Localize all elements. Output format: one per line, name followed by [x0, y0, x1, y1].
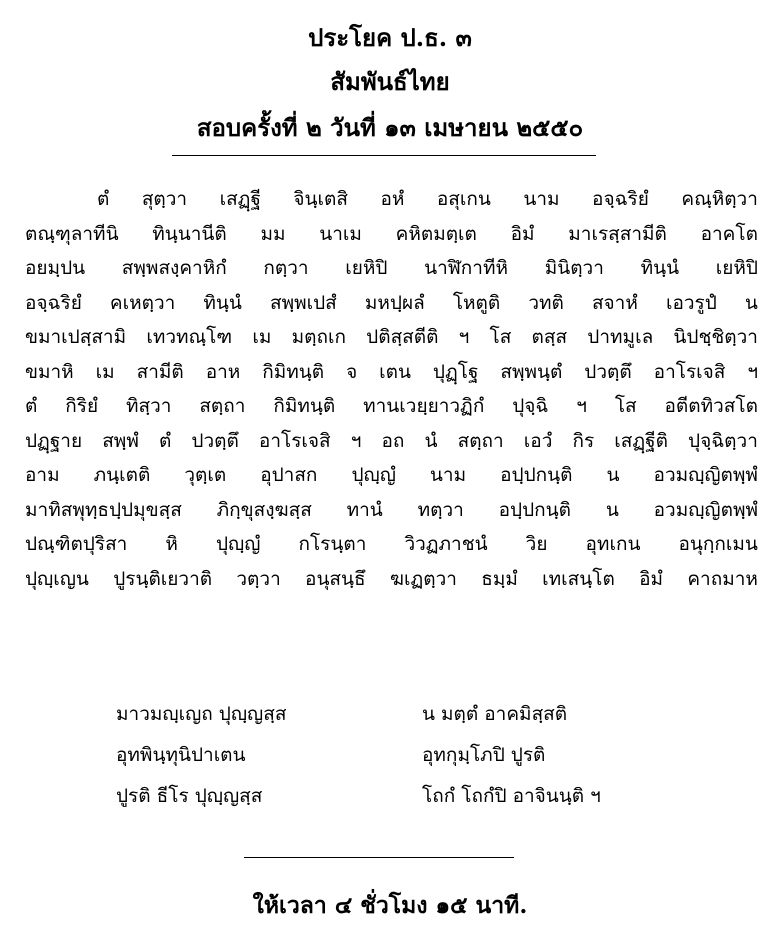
passage-word: กตฺวา: [263, 257, 309, 279]
passage-word: เอวรูปํ: [665, 291, 717, 314]
passage-word: กิร: [572, 429, 595, 452]
passage-word: จ: [346, 360, 358, 383]
passage-word: น: [605, 498, 619, 521]
passage-word: เม: [252, 326, 272, 348]
passage-word: น: [744, 291, 758, 314]
passage-word: เทวทณฺโฑ: [146, 326, 233, 348]
passage-word: อาคโต: [700, 222, 758, 245]
passage-word: เตน: [379, 360, 411, 383]
passage-word: สพฺพํ: [102, 429, 139, 452]
passage-word: เสฏฺฐีติ: [614, 429, 668, 452]
passage-word: ทิสฺวา: [125, 395, 172, 417]
verse-right-half: น มตฺตํ อาคมิสฺสติ: [422, 703, 568, 725]
passage-word: ตํ: [25, 395, 38, 417]
passage-word: อนุสนฺธึ: [305, 567, 366, 590]
passage-word: ทานํ: [346, 498, 383, 521]
passage-word: มาเรสฺสามีติ: [568, 222, 667, 245]
passage-word: อจฺฉริยํ: [25, 291, 82, 314]
passage-word: วทติ: [528, 291, 564, 314]
passage-word: ธมฺมํ: [481, 567, 518, 590]
passage-word: ปุจฺฉิตฺวา: [688, 429, 758, 452]
passage-word: ปาทมูเล: [587, 326, 654, 348]
passage-word: เอวํ: [523, 429, 553, 452]
verse-row: [0, 776, 780, 817]
passage-word: อหํ: [380, 188, 405, 210]
passage-word: น: [606, 464, 620, 486]
passage-word: คาถมาห: [687, 567, 758, 590]
passage-word: เทเสนฺโต: [542, 567, 615, 590]
passage-word: โส: [489, 326, 512, 348]
passage-word: วิย: [525, 533, 548, 555]
passage-word: สจาหํ: [591, 291, 638, 314]
passage-word: ปวตฺตึ: [584, 360, 632, 383]
passage-word: ทตฺวา: [417, 498, 464, 521]
passage-word: อปฺปกนฺติ: [498, 498, 571, 521]
passage-word: เสฏฺฐี: [219, 188, 261, 210]
passage-line: [25, 320, 758, 355]
passage-word: อาม: [25, 464, 60, 486]
exam-date: สอบครั้งที่ ๒ วันที่ ๑๓ เมษายน ๒๕๕๐: [196, 113, 584, 142]
passage-word: มาทิสพุทฺธปฺปมุขสฺส: [25, 498, 182, 521]
passage-word: ภิกฺขุสงฺฆสฺส: [216, 498, 312, 521]
passage-word: เม: [95, 360, 115, 383]
passage-line: [25, 217, 758, 252]
passage-word: กิมิทนฺติ: [273, 395, 336, 417]
passage-word: จินฺเตสิ: [293, 188, 348, 210]
passage-word: เยหิปิ: [715, 257, 758, 279]
passage-word: ปฏฺฐาย: [25, 429, 83, 452]
passage-word: ตํ: [97, 188, 110, 210]
passage-word: อตีตทิวสโต: [664, 395, 758, 417]
verse-row: [0, 694, 780, 735]
passage-word: คหิตมตฺเต: [395, 222, 477, 245]
passage-word: ทินฺนานีติ: [152, 222, 227, 245]
passage-word: คณฺหิตฺวา: [681, 188, 758, 210]
passage-word: มตฺถเก: [291, 326, 346, 348]
passage-word: นิปชฺชิตฺวา: [673, 326, 758, 348]
passage-word: วุตฺเต: [184, 464, 227, 486]
passage-word: อาโรเจสิ: [653, 360, 726, 383]
passage-word: สพฺพนฺตํ: [500, 360, 563, 383]
passage-word: นํ: [424, 429, 438, 452]
passage-word: อถ: [381, 429, 405, 452]
passage-word: อสุเกน: [436, 188, 491, 210]
passage-line: [25, 286, 758, 321]
passage-line: [25, 251, 758, 286]
verse-left-half: มาวมญฺเญถ ปุญฺญสฺส: [116, 703, 287, 725]
passage-word: อจฺฉริยํ: [592, 188, 649, 210]
passage-word: มินิตฺวา: [544, 257, 604, 279]
passage-word: นาม: [523, 188, 560, 210]
passage-word: ฯ: [458, 326, 470, 348]
passage-word: ปณฺฑิตปุริสา: [25, 533, 128, 555]
passage-word: เยหิปิ: [345, 257, 388, 279]
passage-word: หิ: [165, 533, 178, 555]
passage-word: อุทเกน: [585, 533, 641, 555]
passage-word: ปวตฺตึ: [191, 429, 239, 452]
verse: [0, 694, 780, 817]
passage-word: มหปฺผลํ: [364, 291, 425, 314]
passage-word: อวมญฺญิตพฺพํ: [653, 464, 758, 486]
passage-word: สตฺถา: [457, 429, 504, 452]
passage-word: อิมํ: [639, 567, 664, 590]
passage-word: ปุฏฺโฐ: [432, 360, 479, 383]
passage-word: ฯ: [747, 360, 758, 383]
passage-word: ปุญฺญํ: [351, 464, 396, 486]
passage-word: อวมญฺญิตพฺพํ: [653, 498, 758, 521]
passage-word: นาฬิกาทีหิ: [424, 257, 509, 279]
passage-word: กิริยํ: [65, 395, 99, 417]
passage-word: มม: [260, 222, 286, 245]
exam-subject: สัมพันธ์ไทย: [330, 67, 450, 96]
passage-line: [25, 182, 758, 217]
passage-line: [25, 493, 758, 528]
passage-line: [25, 389, 758, 424]
passage-word: โส: [614, 395, 637, 417]
verse-left-half: ปูรติ ธีโร ปุญฺญสฺส: [116, 785, 263, 807]
passage-word: ฯ: [576, 395, 587, 417]
passage: [25, 182, 758, 596]
passage-word: ตํ: [158, 429, 172, 452]
passage-word: สพฺพสงฺคาหิกํ: [121, 257, 227, 279]
passage-word: ทินฺนํ: [203, 291, 242, 314]
time-allotted: ให้เวลา ๔ ชั่วโมง ๑๕ นาที.: [252, 892, 528, 919]
passage-word: ขมาเปสฺสามิ: [25, 326, 127, 348]
passage-word: โหตูติ: [452, 291, 501, 314]
verse-left-half: อุทพินฺทุนิปาเตน: [116, 744, 246, 766]
passage-word: ฯ: [350, 429, 362, 452]
passage-word: ปุญฺเญน: [25, 567, 89, 590]
header-divider: [172, 155, 596, 156]
passage-word: สตฺถา: [199, 395, 246, 417]
passage-line: [25, 355, 758, 390]
passage-word: สามีติ: [136, 360, 184, 383]
passage-word: วิวฏภาชนํ: [404, 533, 488, 555]
passage-line: [25, 458, 758, 493]
footer-divider: [244, 857, 514, 858]
verse-right-half: โถกํ โถกํปิ อาจินนฺติ ฯ: [422, 785, 601, 807]
passage-word: ตสฺส: [531, 326, 568, 348]
passage-word: ภนฺเตติ: [93, 464, 151, 486]
passage-line: [25, 527, 758, 562]
passage-word: อาห: [205, 360, 241, 383]
passage-line: [25, 424, 758, 459]
exam-title: ประโยค ป.ธ. ๓: [308, 23, 472, 52]
passage-word: อปฺปกนฺติ: [500, 464, 573, 486]
passage-word: อุปาสก: [260, 464, 318, 486]
passage-word: สพฺพเปสํ: [269, 291, 337, 314]
passage-word: นาเม: [319, 222, 362, 245]
passage-word: นาม: [429, 464, 467, 486]
passage-word: สุตฺวา: [141, 188, 188, 210]
passage-word: กิมิทนฺติ: [262, 360, 325, 383]
passage-word: วตฺวา: [236, 567, 281, 590]
passage-word: ฆเฏตฺวา: [389, 567, 457, 590]
passage-word: ทินฺนํ: [640, 257, 680, 279]
passage-word: ปุญฺญํ: [215, 533, 261, 555]
passage-word: อาโรเจสิ: [258, 429, 331, 452]
passage-word: ทานเวยฺยาวฏิกํ: [363, 395, 485, 417]
passage-word: อิมํ: [510, 222, 535, 245]
passage-word: อนุกฺกเมน: [678, 533, 758, 555]
passage-word: ตณฺฑุลาทีนิ: [25, 222, 119, 245]
verse-right-half: อุทกุมฺโภปิ ปูรติ: [422, 744, 546, 766]
passage-word: คเหตฺวา: [109, 291, 176, 314]
passage-line: [25, 562, 758, 597]
passage-word: ปูรนฺติเยวาติ: [113, 567, 213, 590]
verse-row: [0, 735, 780, 776]
passage-word: กโรนฺตา: [298, 533, 367, 555]
passage-word: ปติสฺสตีติ: [366, 326, 439, 348]
passage-word: ปุจฺฉิ: [512, 395, 549, 417]
passage-word: ขมาหิ: [25, 360, 74, 383]
passage-word: อยมฺปน: [25, 257, 86, 279]
